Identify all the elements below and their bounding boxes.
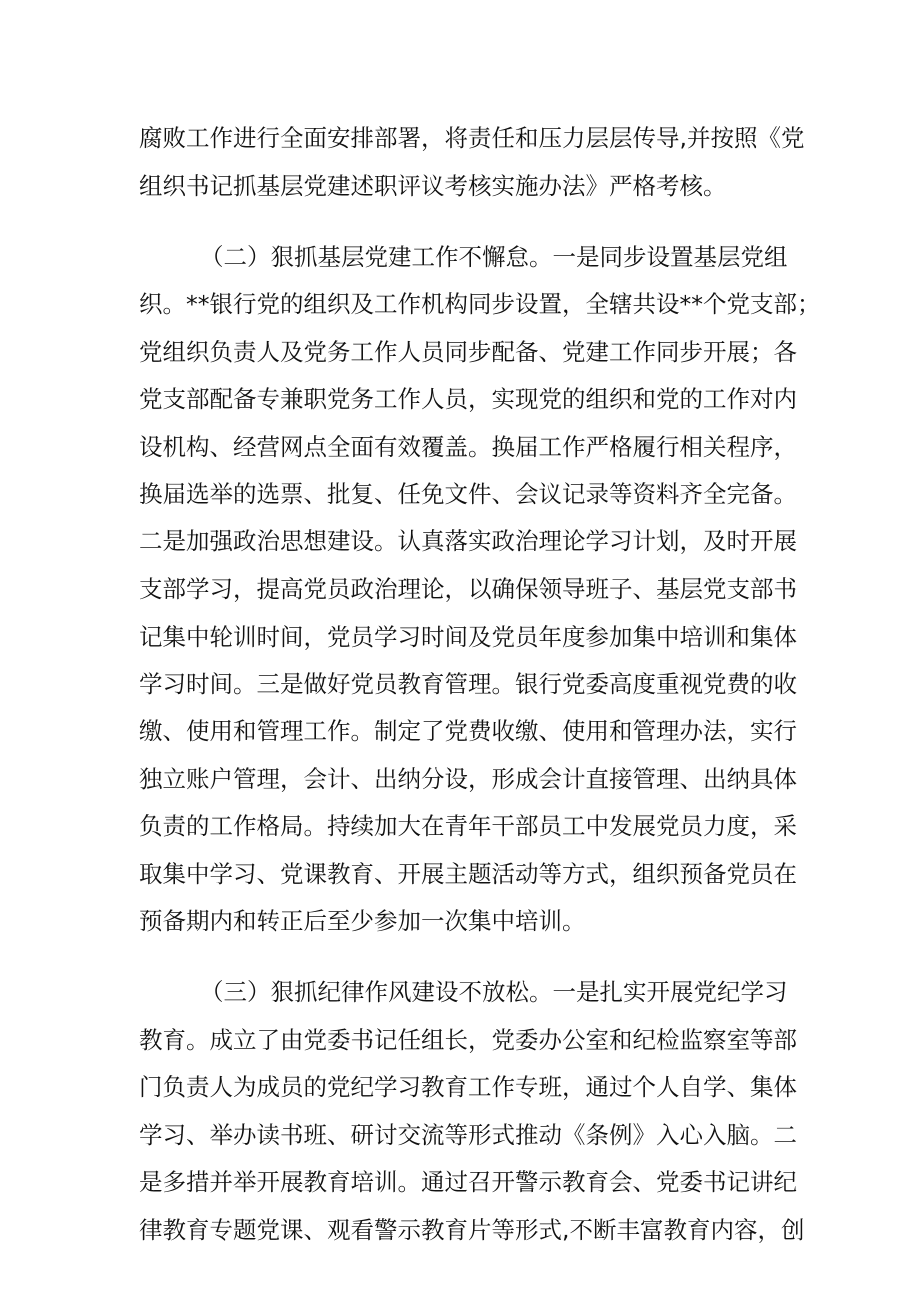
text-line: 学习、举办读书班、研讨交流等形式推动《条例》入心入脑。二 <box>139 1121 797 1149</box>
paragraph-heading-line: （三）狠抓纪律作风建设不放松。一是扎实开展党纪学习 <box>200 978 788 1006</box>
text-line: 党支部配备专兼职党务工作人员，实现党的组织和党的工作对内 <box>139 385 797 413</box>
text-line: 独立账户管理，会计、出纳分设，形成会计直接管理、出纳具体 <box>139 765 797 793</box>
text-line: 记集中轮训时间，党员学习时间及党员年度参加集中培训和集体 <box>139 623 797 651</box>
paragraph-heading-line: （二）狠抓基层党建工作不懈怠。一是同步设置基层党组 <box>200 243 788 271</box>
text-line: 教育。成立了由党委书记任组长，党委办公室和纪检监察室等部 <box>139 1026 797 1054</box>
text-line: 支部学习，提高党员政治理论，以确保领导班子、基层党支部书 <box>139 575 797 603</box>
text-line: 是多措并举开展教育培训。通过召开警示教育会、党委书记讲纪 <box>139 1168 797 1196</box>
text-line: 设机构、经营网点全面有效覆盖。换届工作严格履行相关程序， <box>139 433 797 461</box>
text-line: 组织书记抓基层党建述职评议考核实施办法》严格考核。 <box>139 172 727 200</box>
text-line: 织。**银行党的组织及工作机构同步设置，全辖共设**个党支部； <box>139 290 821 318</box>
text-line: 腐败工作进行全面安排部署，将责任和压力层层传导,并按照《党 <box>139 124 805 152</box>
text-line: 学习时间。三是做好党员教育管理。银行党委高度重视党费的收 <box>139 670 797 698</box>
text-line: 预备期内和转正后至少参加一次集中培训。 <box>139 907 586 935</box>
text-line: 党组织负责人及党务工作人员同步配备、党建工作同步开展；各 <box>139 338 797 366</box>
text-line: 门负责人为成员的党纪学习教育工作专班，通过个人自学、集体 <box>139 1073 797 1101</box>
text-line: 取集中学习、党课教育、开展主题活动等方式，组织预备党员在 <box>139 860 797 888</box>
text-line: 换届选举的选票、批复、任免文件、会议记录等资料齐全完备。 <box>139 480 797 508</box>
text-line: 律教育专题党课、观看警示教育片等形式,不断丰富教育内容，创 <box>139 1216 805 1244</box>
text-line: 缴、使用和管理工作。制定了党费收缴、使用和管理办法，实行 <box>139 717 797 745</box>
text-line: 二是加强政治思想建设。认真落实政治理论学习计划，及时开展 <box>139 527 797 555</box>
text-line: 负责的工作格局。持续加大在青年干部员工中发展党员力度，采 <box>139 812 797 840</box>
